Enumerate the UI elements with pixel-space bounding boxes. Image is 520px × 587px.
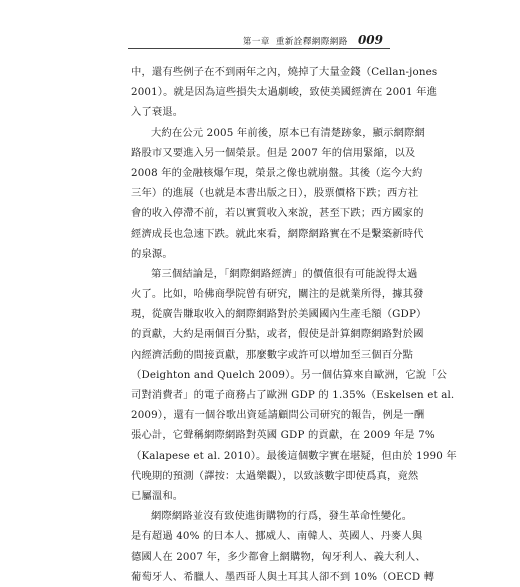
text-line: 中，還有些例子在不到兩年之內，燒掉了大量金錢（Cellan-jones — [131, 66, 438, 78]
text-line: 路股市又要進入另一個榮景。但是 2007 年的信用緊縮，以及 — [131, 146, 416, 159]
text-line: 2001）。就是因為這些損失太過劇峻，致使美國經濟在 2001 年進 — [131, 86, 438, 99]
text-line: 德國人在 2007 年，多少都會上網購物，匈牙利人、義大利人、 — [131, 550, 426, 563]
chapter-label: 第一章 — [242, 37, 270, 47]
text-line: 司對消費者」的電子商務占了歐洲 GDP 的 1.35%（Eskelsen et al. — [131, 389, 455, 401]
chapter-title: 重新詮釋網際網路 — [275, 37, 348, 47]
text-line: 的泉源。 — [131, 247, 173, 260]
text-line: 2009），還有一個谷歌出資延請顧問公司研究的報告，例是一酬 — [131, 409, 425, 422]
text-line: 張心計，它聲稱網際網路對英國 GDP 的貢獻，在 2009 年是 7% — [131, 429, 435, 442]
text-line: （Deighton and Quelch 2009）。另一個估算來自歐洲，它說「公 — [131, 368, 448, 381]
text-line: 入了衰退。 — [131, 106, 184, 119]
text-line: 2008 年的金融核爆乍現，榮景之像也就崩盤。其後（迄今大約 — [131, 166, 423, 179]
text-line: 火了。比如，哈佛商學院曾有研究，關注的是就業所得，據其發 — [131, 288, 424, 301]
text-line: 的貢獻，大約是兩個百分點，或者，假使是計算網際網路對於國 — [131, 328, 424, 341]
text-line: （Kalapese et al. 2010）。最後這個數字實在堪疑，但由於 1990 年 — [131, 449, 457, 462]
text-line: 經濟成長也急速下跌。就此來看，網際網路實在不是繫築新時代 — [131, 227, 424, 240]
text-line: 內經濟活動的間接貢獻，那麼數字或許可以增加至三個百分點 — [131, 348, 414, 361]
running-head — [243, 33, 383, 47]
text-line: 第三個結論是，「網際網路經濟」的價值很有可能說得太過 — [151, 267, 418, 280]
page-number: 009 — [357, 33, 383, 47]
text-line: 網際網路並沒有致使進街購物的行爲，發生革命性變化。 — [151, 510, 413, 523]
body-text — [131, 62, 457, 587]
header-rule — [128, 48, 390, 49]
text-line: 葡萄牙人、希臘人、墨西哥人與土耳其人卻不到 10%（OECD 轉 — [131, 570, 435, 583]
text-line: 三年）的進展（也就是本書出版之日），股票價格下跌；西方社 — [131, 187, 419, 200]
text-line: 大約在公元 2005 年前後，原本已有清楚跡象，顯示網際網 — [151, 126, 425, 139]
text-line: 現，從廣告賺取收入的網際網路對於美國國內生產毛額（GDP） — [131, 308, 427, 321]
text-line: 是有超過 40% 的日本人、挪威人、南韓人、英國人、丹麥人與 — [131, 530, 423, 543]
text-line: 代晚期的預測（譯按：太過樂觀），以致該數字即使爲真，竟然 — [131, 469, 419, 482]
text-line: 已屬溫和。 — [131, 489, 184, 502]
text-line: 會的收入停滯不前，若以實質收入來說，甚至下跌；西方國家的 — [131, 207, 424, 220]
